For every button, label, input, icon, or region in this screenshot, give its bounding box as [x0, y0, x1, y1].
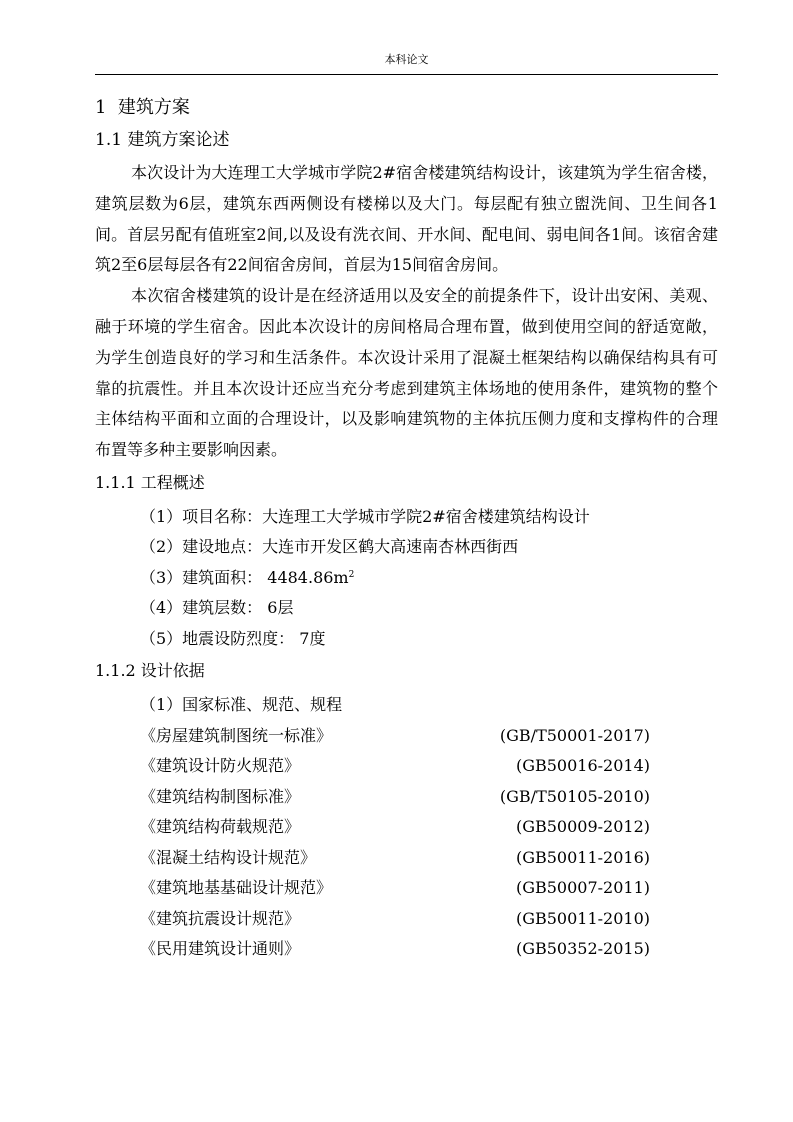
- basis-intro: （1）国家标准、规范、规程: [140, 695, 343, 715]
- standard-row: [95, 812, 650, 843]
- page-header: [95, 52, 718, 75]
- overview-item: （1）项目名称：大连理工大学城市学院2#宿舍楼建筑结构设计: [140, 506, 590, 526]
- chapter-number: 1: [95, 97, 107, 118]
- area-text: （3）建筑面积： 4484.86m: [140, 567, 349, 587]
- paragraph: 本次宿舍楼建筑的设计是在经济适用以及安全的前提条件下，设计出安闲、美观、融于环境的学生宿舍。因此本次设计的房间格局合理布置，做到使用空间的舒适宽敞，为学生创造良好的学习和生活条件。本次设计采用了混凝土框架结构以确保结构具有可靠的抗震性。并且本次设计还应当充分考虑到建筑主体场地的使用条件，建筑物的整个主体结构平面和立面的合理设计，以及影响建筑物的主体抗压侧力度和支撑构件的合理布置等多种主要影响因素。: [95, 286, 718, 460]
- section-heading: 1.1 建筑方案论述: [95, 130, 230, 150]
- standard-name: 《建筑地基基础设计规范》: [140, 878, 333, 898]
- standard-name: 《混凝土结构设计规范》: [140, 847, 317, 867]
- standard-row: [95, 843, 650, 874]
- standard-name: 《民用建筑设计通则》: [140, 939, 301, 959]
- standard-name: 《建筑结构制图标准》: [140, 786, 301, 806]
- standard-code: (GB/T50105-2010): [499, 786, 650, 806]
- chapter-heading: [95, 96, 718, 120]
- chapter-title: 建筑方案: [117, 97, 190, 118]
- area-superscript: 2: [348, 569, 355, 580]
- overview-item: （4）建筑层数： 6层: [140, 598, 294, 618]
- paragraph: 本次设计为大连理工大学城市学院2#宿舍楼建筑结构设计，该建筑为学生宿舍楼，建筑层数为6层，建筑东西两侧设有楼梯以及大门。每层配有独立盥洗间、卫生间各1间。首层另配有值班室2间,以及设有洗衣间、开水间、配电间、弱电间各1间。该宿舍建筑2至6层每层各有22间宿舍房间，首层为15间宿舍房间。: [95, 163, 718, 275]
- standard-code: (GB50011-2016): [515, 847, 650, 867]
- standard-code: (GB50011-2010): [515, 908, 650, 928]
- overview-item-area: [95, 563, 718, 594]
- standard-row: [95, 934, 650, 965]
- standard-code: (GB50016-2014): [515, 756, 650, 776]
- subsection-heading-overview: 1.1.1 工程概述: [95, 472, 205, 492]
- standard-row: [95, 782, 650, 813]
- standard-name: 《建筑设计防火规范》: [140, 756, 301, 776]
- standard-code: (GB50009-2012): [515, 817, 650, 837]
- subsection-heading-basis: 1.1.2 设计依据: [95, 661, 205, 681]
- overview-item: （5）地震设防烈度： 7度: [140, 628, 326, 648]
- standard-code: (GB/T50001-2017): [499, 725, 650, 745]
- overview-item: （2）建设地点：大连市开发区鹤大高速南杏林西街西: [140, 537, 519, 557]
- standard-row: [95, 873, 650, 904]
- standard-name: 《建筑抗震设计规范》: [140, 908, 301, 928]
- document-body: [95, 96, 718, 965]
- standard-code: (GB50352-2015): [515, 939, 650, 959]
- standard-row: [95, 721, 650, 752]
- standard-code: (GB50007-2011): [515, 878, 650, 898]
- standard-row: [95, 904, 650, 935]
- standard-name: 《建筑结构荷载规范》: [140, 817, 301, 837]
- standard-name: 《房屋建筑制图统一标准》: [140, 725, 333, 745]
- standard-row: [95, 751, 650, 782]
- header-title: 本科论文: [384, 53, 429, 66]
